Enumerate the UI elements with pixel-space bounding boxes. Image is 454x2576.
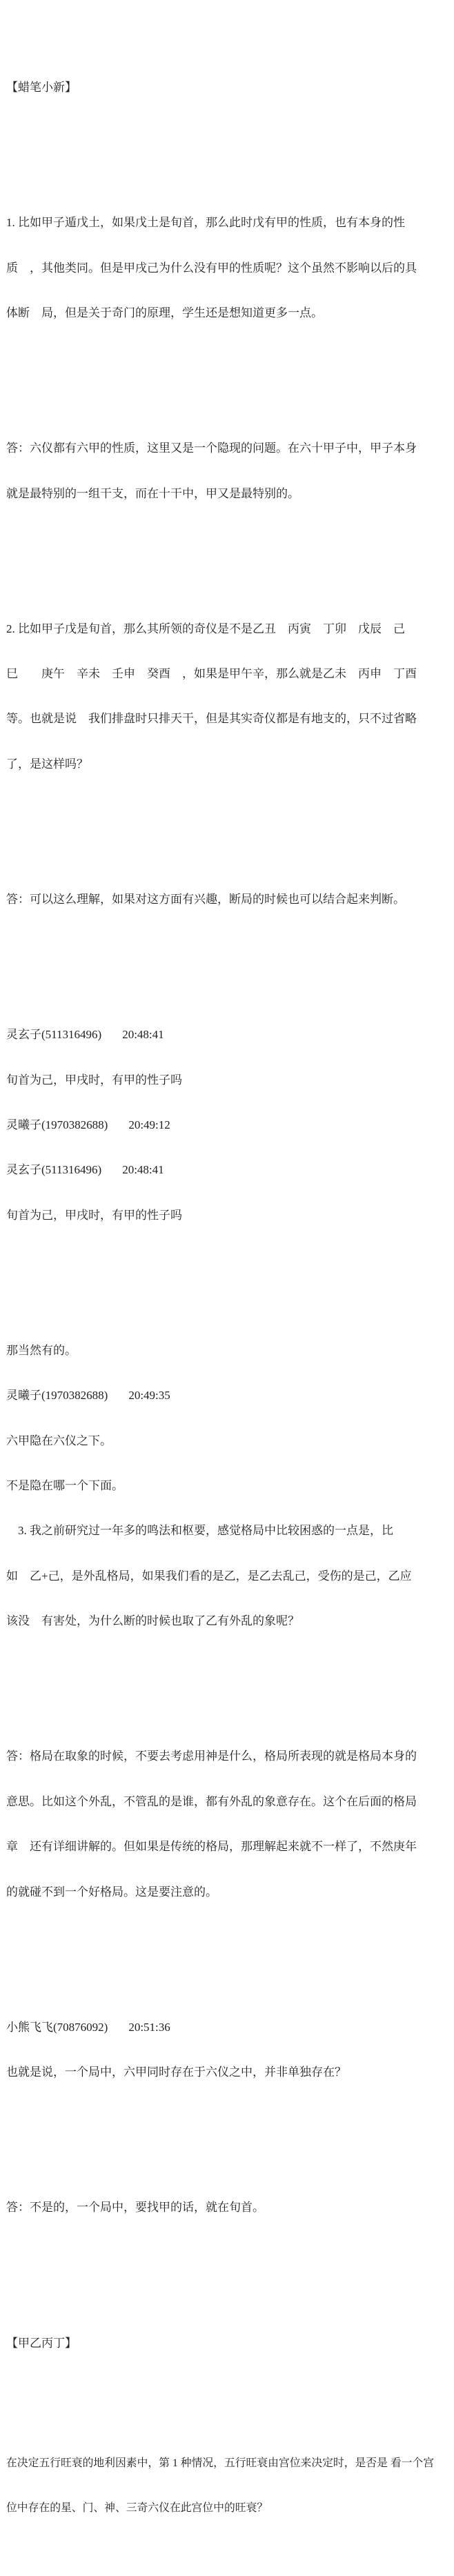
question-3-line: 3. 我之前研究过一年多的鸣法和枢要，感觉格局中比较困惑的一点是，比 (6, 1524, 393, 1538)
section-header-labixiaoxin (6, 50, 450, 125)
chat-message: 那当然有的。 (6, 1343, 77, 1357)
chat-timestamp: 20:49:35 (128, 1389, 170, 1403)
text-line: 答：可以这么理解，如果对这方面有兴趣，断局的时候也可以结合起来判断。 (6, 893, 405, 906)
section-title: 【甲乙丙丁】 (6, 2336, 77, 2350)
question-3-line: 该没 有害处，为什么断的时候也取了乙有外乱的象呢？ (6, 1614, 299, 1628)
answer-1 (6, 411, 450, 531)
chat-message: 旬首为己，甲戌时，有甲的性子吗 (6, 1208, 182, 1222)
text-line: 答：格局在取象的时候，不要去考虑用神是什么，格局所表现的就是格局本身的 (6, 1750, 417, 1763)
chat-header (6, 1388, 450, 1403)
text-line: 章 还有详细讲解的。但如果是传统的格局，那理解起来就不一样了，不然庚年 (6, 1840, 417, 1854)
chat-username: 灵玄子(511316496) (6, 1163, 102, 1177)
answer-2 (6, 862, 450, 937)
chat-timestamp: 20:51:36 (128, 2020, 170, 2034)
chat-block-2 (6, 1313, 450, 1658)
chat-header (6, 1162, 450, 1178)
text-line: 质 ，其他类同。但是甲戌己为什么没有甲的性质呢？这个虽然不影响以后的具 (6, 261, 417, 275)
chat-timestamp: 20:48:41 (122, 1163, 164, 1177)
chat-header (6, 1027, 450, 1042)
chat-message: 也就是说，一个局中，六甲同时存在于六仪之中，并非单独存在？ (6, 2065, 346, 2079)
text-line: 位中存在的星、门、神、三奇六仪在此宫位中的旺衰？ (6, 2502, 268, 2515)
chat-timestamp: 20:49:12 (128, 1118, 170, 1131)
text-line: 巳 庚午 辛未 壬申 癸酉 ，如果是甲午辛，那么就是乙未 丙申 丁酉 (6, 667, 417, 681)
text-line: 2. 比如甲子戊是旬首，那么其所领的奇仪是不是乙丑 丙寅 丁卯 戊辰 己 (6, 622, 405, 635)
chat-header (6, 1118, 450, 1133)
text-line: 1. 比如甲子遁戊土，如果戊土是旬首，那么此时戊有甲的性质，也有本身的性 (6, 216, 405, 230)
chat-username: 小熊飞飞(70876092) (6, 2020, 108, 2034)
chat-header (6, 2020, 450, 2035)
section-title: 【蜡笔小新】 (6, 80, 77, 94)
text-line: 答：六仪都有六甲的性质，这里又是一个隐现的问题。在六十甲子中，甲子本身 (6, 442, 417, 455)
text-line: 体断 局，但是关于奇门的原理，学生还是想知道更多一点。 (6, 306, 323, 319)
chat-block-3 (6, 1990, 450, 2110)
section-2-paragraph (6, 2426, 450, 2546)
chat-username: 灵玄子(511316496) (6, 1028, 102, 1042)
answer-3 (6, 1719, 450, 1930)
chat-message: 不是隐在哪一个下面。 (6, 1479, 124, 1493)
text-line: 就是最特别的一组干支，而在十干中，甲又是最特别的。 (6, 486, 299, 500)
chat-message: 旬首为己，甲戌时，有甲的性子吗 (6, 1073, 182, 1087)
section-header-jiayibingding (6, 2306, 450, 2381)
text-line: 意思。比如这个外乱，不管乱的是谁，都有外乱的象意存在。这个在后面的格局 (6, 1794, 417, 1808)
question-3-line: 如 乙+己，是外乱格局，如果我们看的是乙，是乙去乱己，受伤的是己，乙应 (6, 1569, 412, 1583)
text-line: 的就碰不到一个好格局。这是要注意的。 (6, 1885, 217, 1899)
text-line: 等。也就是说 我们排盘时只排天干，但是其实奇仪都是有地支的，只不过省略 (6, 712, 417, 726)
question-2 (6, 591, 450, 802)
chat-username: 灵曦子(1970382688) (6, 1118, 108, 1131)
chat-message: 六甲隐在六仪之下。 (6, 1434, 112, 1447)
chat-username: 灵曦子(1970382688) (6, 1389, 108, 1403)
answer-4 (6, 2170, 450, 2246)
chat-block-1 (6, 998, 450, 1254)
chat-timestamp: 20:48:41 (122, 1028, 164, 1042)
question-1 (6, 186, 450, 351)
text-line: 了，是这样吗？ (6, 757, 88, 771)
text-line: 在决定五行旺衰的地利因素中，第 1 种情况，五行旺衰由宫位来决定时，是否是 看一个宫 (6, 2457, 435, 2469)
text-line: 答：不是的，一个局中，要找甲的话，就在旬首。 (6, 2201, 264, 2215)
